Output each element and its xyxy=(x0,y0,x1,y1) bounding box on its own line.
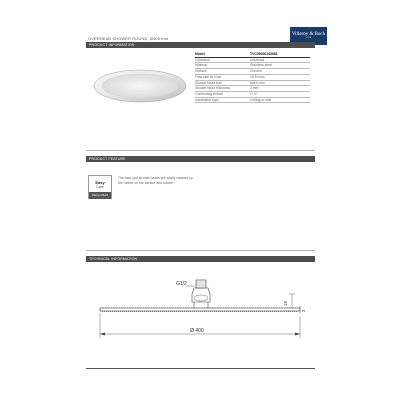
easy-care-badge xyxy=(88,175,112,199)
badge-line-2: Care xyxy=(96,184,104,189)
spec-row xyxy=(195,97,310,103)
technical-drawing xyxy=(86,272,315,352)
spec-label: Shower head size xyxy=(195,80,250,86)
footer-rule xyxy=(86,368,315,369)
spec-value: 2 mm xyxy=(250,86,310,92)
page-title: OVERHEAD SHOWER ROUND, Ø400 mm xyxy=(88,36,169,41)
spec-value: Ceiling or wall xyxy=(250,97,310,103)
logo-sub-text: 1748 xyxy=(305,37,312,39)
spec-label: Installation type xyxy=(195,97,250,103)
spec-label: Flow rate at 3 bar xyxy=(195,74,250,80)
spec-value: Universal xyxy=(250,57,310,63)
section-product-information: PRODUCT INFORMATION xyxy=(86,42,315,48)
spec-label: Collection xyxy=(195,57,250,63)
spec-table xyxy=(195,52,310,103)
spec-value: TVC00000143081 xyxy=(250,52,310,57)
spec-value: Stainless steel xyxy=(250,63,310,69)
spec-label: Model xyxy=(195,52,250,57)
badge-footer: Villeroy & Boch xyxy=(89,192,111,199)
spec-label: Material xyxy=(195,63,250,69)
spec-value: G ½" xyxy=(250,91,310,97)
divider xyxy=(86,250,315,251)
spec-value: 15.5 l/min xyxy=(250,74,310,80)
thickness-dimension-label: 2 xyxy=(301,309,306,312)
badge-line-1: Easy xyxy=(95,179,105,185)
shower-head-image xyxy=(90,56,190,112)
divider xyxy=(86,150,315,151)
feature-description: The face and shower heads are easily cleaned by the rubber on the aerator and nozzle. xyxy=(118,176,193,185)
spec-label: Shower head thickness xyxy=(195,86,250,92)
logo-brand-text: Villeroy & Boch xyxy=(291,32,326,37)
height-dimension-label: 18 xyxy=(283,300,288,306)
section-technical-information: TECHNICAL INFORMATION xyxy=(86,256,315,262)
spec-label: Connecting thread xyxy=(195,91,250,97)
thread-label: G1/2 xyxy=(176,281,187,287)
shower-plate xyxy=(100,308,300,311)
section-product-feature: PRODUCT FEATURE xyxy=(86,156,315,162)
diameter-label: Ø 400 xyxy=(190,328,204,334)
spec-value: Chrome xyxy=(250,69,310,75)
spec-value: Ø400 mm xyxy=(250,80,310,86)
spec-label: Surface xyxy=(195,69,250,75)
